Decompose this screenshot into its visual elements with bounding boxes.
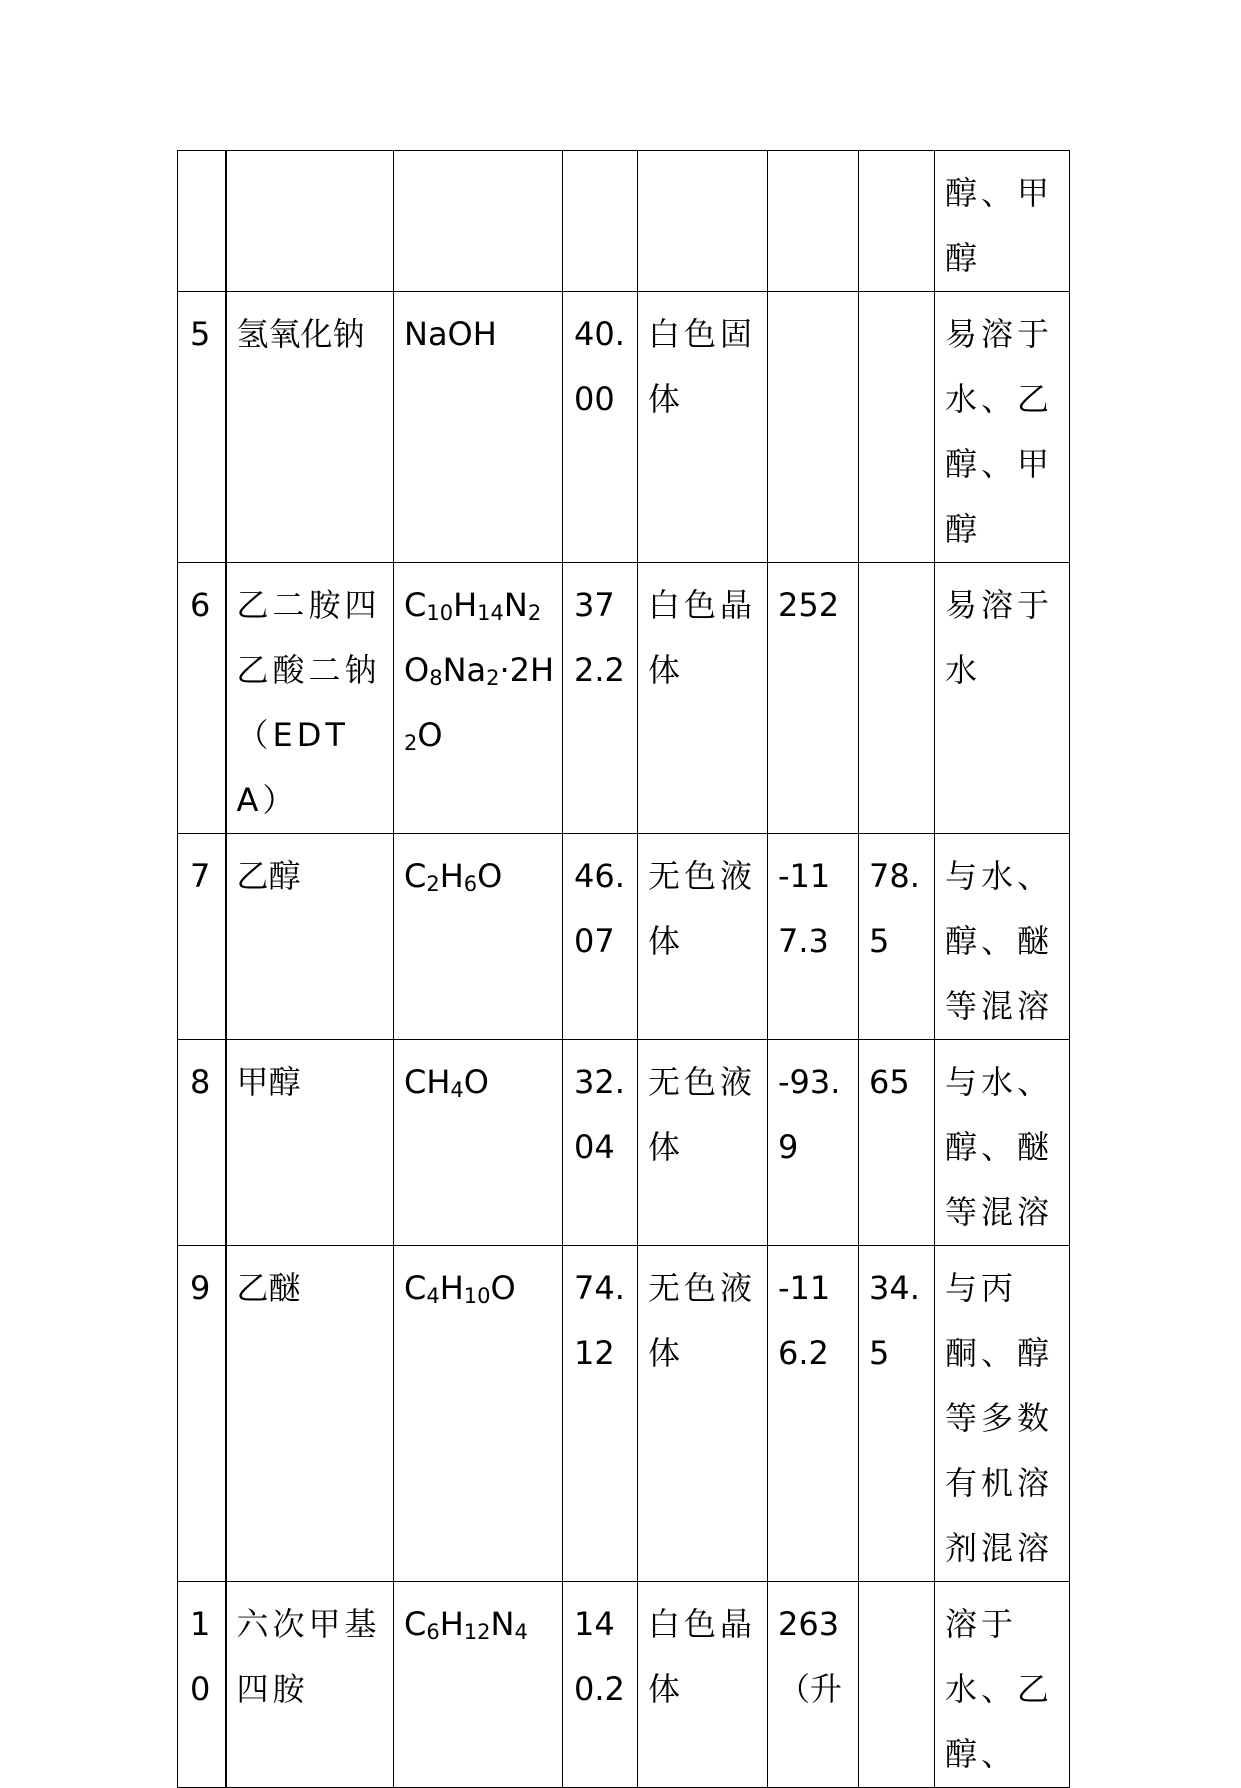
table-row — [178, 292, 1070, 563]
solubility: 易溶于水 — [935, 563, 1070, 834]
formula-text: N — [490, 1605, 515, 1643]
formula-text: C — [404, 1605, 427, 1643]
reagent-name: 乙醚 — [226, 1246, 394, 1582]
molecular-weight: 32.04 — [563, 1040, 638, 1246]
solubility: 易溶于水、乙醇、甲醇 — [935, 292, 1070, 563]
reagent-table — [177, 150, 1070, 1788]
formula-text: CH — [404, 1063, 451, 1101]
boiling-point — [859, 1582, 935, 1788]
boiling-point: 34.5 — [859, 1246, 935, 1582]
row-number: 8 — [178, 1040, 226, 1246]
formula-text: O — [417, 716, 443, 754]
reagent-name — [226, 151, 394, 292]
appearance: 白色晶体 — [638, 1582, 768, 1788]
molecular-weight: 74.12 — [563, 1246, 638, 1582]
formula-subscript: 14 — [477, 601, 504, 625]
formula-text: C — [404, 857, 427, 895]
formula-subscript: 12 — [463, 1620, 491, 1644]
row-number: 5 — [178, 292, 226, 563]
table-row — [178, 1246, 1070, 1582]
appearance: 无色液体 — [638, 1246, 768, 1582]
formula-text: H — [439, 1269, 464, 1307]
formula — [394, 834, 563, 1040]
boiling-point — [859, 292, 935, 563]
formula-subscript: 10 — [426, 601, 454, 625]
melting-point: -117.3 — [768, 834, 859, 1040]
melting-point: 263（升 — [768, 1582, 859, 1788]
formula-text: H — [439, 857, 464, 895]
boiling-point: 65 — [859, 1040, 935, 1246]
reagent-name: 乙醇 — [226, 834, 394, 1040]
formula-subscript: 2 — [527, 601, 542, 625]
row-number — [178, 151, 226, 292]
solubility: 与水、醇、醚等混溶 — [935, 1040, 1070, 1246]
table-row — [178, 563, 1070, 834]
appearance: 无色液体 — [638, 834, 768, 1040]
formula-text: NaOH — [404, 315, 497, 353]
appearance: 无色液体 — [638, 1040, 768, 1246]
formula-text: C — [404, 1269, 427, 1307]
formula-subscript: 8 — [429, 666, 443, 690]
formula-text: O — [490, 1269, 516, 1307]
formula — [394, 1040, 563, 1246]
formula — [394, 292, 563, 563]
formula-text: N — [503, 586, 528, 624]
formula — [394, 563, 563, 834]
molecular-weight: 140.2 — [563, 1582, 638, 1788]
melting-point: 252 — [768, 563, 859, 834]
formula — [394, 151, 563, 292]
formula-subscript: 6 — [463, 872, 478, 896]
formula-subscript: 2 — [404, 731, 418, 755]
table-row — [178, 151, 1070, 292]
row-number: 6 — [178, 563, 226, 834]
melting-point — [768, 292, 859, 563]
solubility: 溶于水、乙醇、 — [935, 1582, 1070, 1788]
formula-text: Na — [442, 651, 487, 689]
boiling-point: 78.5 — [859, 834, 935, 1040]
formula — [394, 1246, 563, 1582]
solubility: 与丙酮、醇等多数有机溶剂混溶 — [935, 1246, 1070, 1582]
formula-subscript: 4 — [514, 1620, 528, 1644]
formula-subscript: 4 — [426, 1284, 440, 1308]
formula-text: O — [463, 1063, 489, 1101]
formula-subscript: 4 — [450, 1078, 464, 1102]
appearance: 白色晶体 — [638, 563, 768, 834]
reagent-name: 氢氧化钠 — [226, 292, 394, 563]
formula-text: C — [404, 586, 427, 624]
molecular-weight — [563, 151, 638, 292]
formula-text: O — [477, 857, 503, 895]
melting-point: -116.2 — [768, 1246, 859, 1582]
solubility: 醇、甲醇 — [935, 151, 1070, 292]
formula — [394, 1582, 563, 1788]
appearance — [638, 151, 768, 292]
formula-subscript: 2 — [426, 872, 440, 896]
formula-text: ·2H — [499, 651, 555, 689]
formula-text: O — [404, 651, 430, 689]
appearance: 白色固体 — [638, 292, 768, 563]
reagent-name: 乙二胺四乙酸二钠（EDTA） — [226, 563, 394, 834]
formula-text: H — [439, 1605, 464, 1643]
table-row — [178, 1040, 1070, 1246]
formula-subscript: 2 — [486, 666, 500, 690]
molecular-weight: 46.07 — [563, 834, 638, 1040]
formula-subscript: 10 — [463, 1284, 491, 1308]
row-number: 10 — [178, 1582, 226, 1788]
molecular-weight: 40.00 — [563, 292, 638, 563]
solubility: 与水、醇、醚等混溶 — [935, 834, 1070, 1040]
table-row — [178, 834, 1070, 1040]
formula-text: H — [453, 586, 478, 624]
boiling-point — [859, 151, 935, 292]
table-row — [178, 1582, 1070, 1788]
melting-point: -93.9 — [768, 1040, 859, 1246]
boiling-point — [859, 563, 935, 834]
reagent-name: 甲醇 — [226, 1040, 394, 1246]
formula-subscript: 6 — [426, 1620, 440, 1644]
molecular-weight: 372.2 — [563, 563, 638, 834]
row-number: 7 — [178, 834, 226, 1040]
reagent-name: 六次甲基四胺 — [226, 1582, 394, 1788]
row-number: 9 — [178, 1246, 226, 1582]
melting-point — [768, 151, 859, 292]
